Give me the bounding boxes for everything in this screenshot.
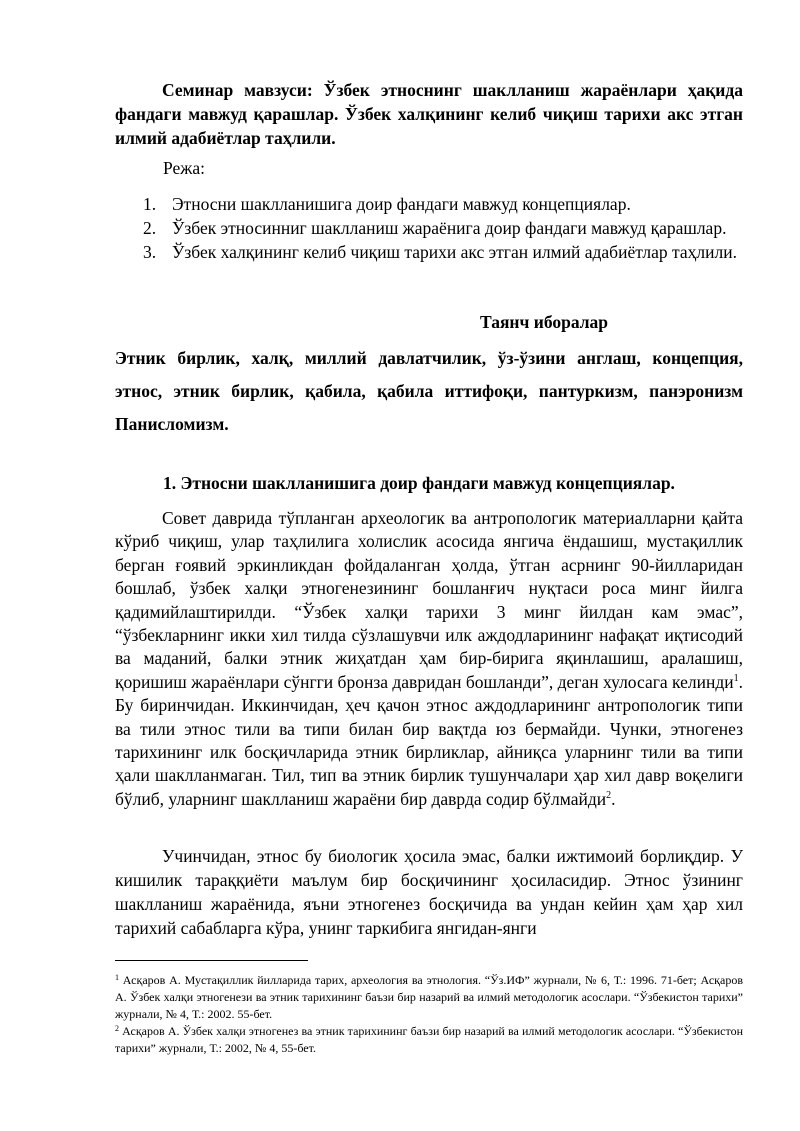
plan-item-text: Ўзбек халқининг келиб чиқиш тарихи акс этган илмий адабиётлар таҳлили. xyxy=(172,242,737,262)
footnote-text: Асқаров А. Мустақиллик йилларида тарих, археология ва этнология. “Ўз.ИФ” журнали, № 6, Т.: 1996. 71-бет; Асқаров А. Ўзбек халқи этногенези ва этник тарихининг баъзи бир назарий ва илмий методологик асослари. “Ўзбекистон тарихи” журнали, № 4, Т.: 2002. 55-бет. xyxy=(115,973,743,1021)
plan-item xyxy=(115,216,743,240)
plan-item-text: Ўзбек этносинниг шаклланиш жараёнига доир фандаги мавжуд қарашлар. xyxy=(172,218,727,238)
plan-item-text: Этносни шаклланишига доир фандаги мавжуд концепциялар. xyxy=(172,194,631,214)
plan-item xyxy=(115,192,743,216)
footnote-2 xyxy=(115,1023,743,1057)
body-paragraph-1 xyxy=(115,507,743,811)
paragraph-text: . Бу биринчидан. Иккинчидан, ҳеч қачон этнос аждодларининг антропологик типи ва тили этнос тили ва типи билан бир вақтда юз бермайди. Чунки, этногенез тарихининг илк босқичларида этник бирликлар, айниқса уларнинг тили ва типи ҳали шаклланмаган. Тил, тип ва этник бирлик тушунчалари ҳар хил давр воқелиги бўлиб, уларнинг шаклланиш жараёни бир даврда содир бўлмайди xyxy=(115,671,743,809)
seminar-title: Семинар мавзуси: Ўзбек этноснинг шаклланиш жараёнлари ҳақида фандаги мавжуд қарашлар. Ўзбек халқининг келиб чиқиш тарихи акс этган илмий адабиётлар таҳлили. xyxy=(115,80,743,148)
key-terms-heading: Таянч иборалар xyxy=(479,312,609,332)
footnote-1 xyxy=(115,972,743,1023)
plan-item-number: 1. xyxy=(143,194,157,214)
footnote-text: Асқаров А. Ўзбек халқи этногенез ва этник тарихининг баъзи бир назарий ва илмий методологик асослари. “Ўзбекистон тарихи” журнали, Т.: 2002, № 4, 55-бет. xyxy=(115,1024,743,1055)
paragraph-text: . xyxy=(611,788,616,809)
footnotes xyxy=(115,972,743,1057)
plan-heading: Режа: xyxy=(163,158,205,178)
plan-item-number: 2. xyxy=(143,218,157,238)
section-heading: 1. Этносни шаклланишига доир фандаги мавжуд концепциялар. xyxy=(163,473,675,493)
plan-item-number: 3. xyxy=(143,242,157,262)
plan-item xyxy=(115,240,743,264)
footnote-separator xyxy=(115,960,308,961)
plan-list xyxy=(115,192,743,264)
paragraph-text: Совет даврида тўпланган археологик ва антропологик материалларни қайта кўриб чиқиш, улар таҳлилига холислик асосида янгича ёндашиш, мустақиллик берган ғоявий эркинликдан фойдаланган ҳолда, ўтган асрнинг 90-йилларидан бошлаб, ўзбек халқи этногенезининг бошланғич нуқтаси роса минг йилга қадимийлаштирилди. “Ўзбек халқи тарихи 3 минг йилдан кам эмас”, “ўзбекларнинг икки хил тилда сўзлашувчи илк аждодларининг нафақат иқтисодий ва маданий, балки этник жиҳатдан ҳам бир-бирига яқинлашиш, аралашиш, қоришиш жараёнлари сўнгги бронза давридан бошланди”, деган хулосага келинди xyxy=(115,508,743,692)
footnote-number: 2 xyxy=(115,1024,119,1033)
footnote-ref-2[interactable]: 2 xyxy=(606,789,612,801)
footnote-number: 1 xyxy=(115,973,119,982)
key-terms-text: Этник бирлик, халқ, миллий давлатчилик, ўз-ўзини англаш, концепция, этнос, этник бирлик, қабила, қабила иттифоқи, пантуркизм, панэронизм Панисломизм. xyxy=(115,348,743,434)
body-paragraph-2: Учинчидан, этнос бу биологик ҳосила эмас, балки ижтимоий борлиқдир. У кишилик тараққиёти маълум бир босқичининг ҳосиласидир. Этнос ўзининг шаклланиш жараёнида, яъни этногенез босқичида ва ундан кейин ҳам ҳар хил тарихий сабабларга кўра, унинг таркибига янгидан-янги xyxy=(115,846,743,938)
footnote-ref-1[interactable]: 1 xyxy=(733,672,739,684)
